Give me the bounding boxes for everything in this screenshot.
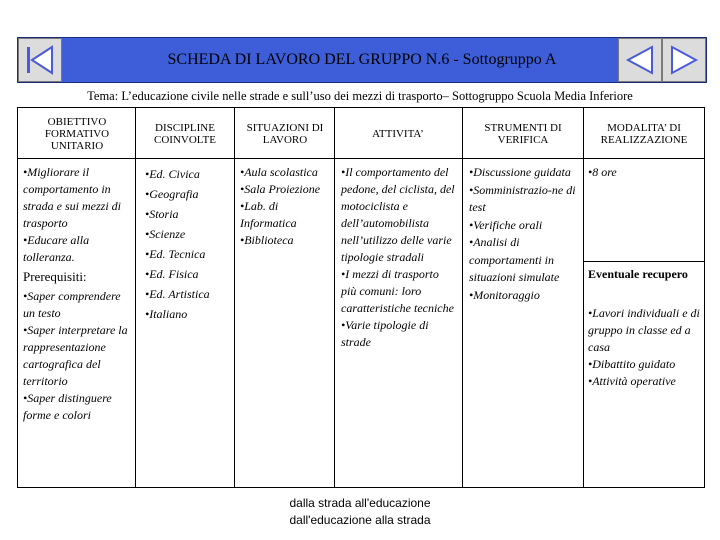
header-attivita: ATTIVITA’ — [372, 128, 424, 140]
col-modalita — [588, 164, 700, 181]
list-item: •Dibattito guidato — [588, 357, 676, 371]
list-item: •Attività operative — [588, 374, 676, 388]
header-strumenti: STRUMENTI DI VERIFICA — [484, 122, 562, 146]
col-discipline — [145, 164, 231, 324]
list-item: •Il comportamento del pedone, del ciclista, del motociclista e dell’automobilista nell’utilizzo delle varie tipologie stradali — [341, 165, 455, 264]
footer-line-1: dalla strada all'educazione — [289, 496, 431, 510]
list-item: •Verifiche orali — [469, 217, 543, 232]
previous-page-icon — [625, 45, 655, 75]
title-bar — [17, 37, 707, 83]
column-divider — [334, 108, 335, 487]
col-modalita-recupero — [588, 305, 700, 390]
list-item: •Saper distinguere forme e colori — [23, 391, 112, 422]
list-item: •Discussione guidata — [469, 165, 571, 179]
previous-page-button[interactable] — [618, 38, 662, 82]
list-item: •Saper comprendere un testo — [23, 289, 121, 320]
list-item: •Monitoraggio — [469, 287, 540, 302]
footer-line-2: dall'educazione alla strada — [289, 513, 431, 527]
header-modalita: MODALITA’ DI REALIZZAZIONE — [600, 122, 688, 146]
column-divider — [234, 108, 235, 487]
list-item: •Analisi di comportamenti in situazioni simulate — [469, 235, 560, 284]
list-item: •Ed. Artistica — [145, 287, 210, 301]
list-item: •Aula scolastica — [240, 165, 318, 179]
list-item: •Scienze — [145, 227, 186, 241]
next-page-button[interactable] — [662, 38, 706, 82]
subtitle: Tema: L’educazione civile nelle strade e sull’uso dei mezzi di trasporto– Sottogruppo Scuola Media Inferiore — [87, 89, 633, 103]
header-situazioni: SITUAZIONI DI LAVORO — [246, 122, 324, 146]
next-page-icon — [669, 45, 699, 75]
header-discipline: DISCIPLINE COINVOLTE — [154, 122, 216, 146]
list-item: •Lavori individuali e di gruppo in classe ed a casa — [588, 306, 700, 354]
page-title: SCHEDA DI LAVORO DEL GRUPPO N.6 - Sottogruppo A — [167, 51, 557, 68]
col-strumenti — [469, 164, 577, 304]
list-item: •Ed. Fisica — [145, 267, 199, 281]
list-item: •Varie tipologie di strade — [341, 318, 429, 349]
column-divider — [462, 108, 463, 487]
list-item: •Sala Proiezione — [240, 182, 321, 196]
list-item: •8 ore — [588, 165, 617, 179]
col-attivita — [341, 164, 456, 351]
list-item: •Saper interpretare la rappresentazione cartografica del territorio — [23, 323, 128, 388]
list-item: •I mezzi di trasporto più comuni: loro caratteristiche tecniche — [341, 267, 454, 315]
list-item: •Ed. Civica — [145, 167, 200, 181]
list-item: •Italiano — [145, 307, 188, 321]
list-item: •Somministrazio-ne di test — [469, 182, 576, 214]
list-item: •Biblioteca — [240, 233, 294, 247]
header-obiettivo: OBIETTIVO FORMATIVO UNITARIO — [44, 116, 110, 152]
column-divider — [583, 108, 584, 487]
list-item: •Lab. di Informatica — [240, 199, 297, 230]
list-item: •Geografia — [145, 187, 199, 201]
header-divider — [18, 158, 704, 159]
col-obiettivo — [23, 164, 131, 424]
list-item: •Migliorare il comportamento in strada e sui mezzi di trasporto — [23, 165, 122, 230]
recupero-divider — [583, 261, 704, 262]
column-divider — [135, 108, 136, 487]
prerequisiti-label: Prerequisiti: — [23, 269, 87, 284]
list-item: •Ed. Tecnica — [145, 247, 206, 261]
list-item: •Educare alla tolleranza. — [23, 233, 90, 264]
recupero-label: Eventuale recupero — [588, 267, 688, 281]
col-situazioni — [240, 164, 330, 249]
list-item: •Storia — [145, 207, 179, 221]
worksheet-table — [17, 107, 705, 488]
